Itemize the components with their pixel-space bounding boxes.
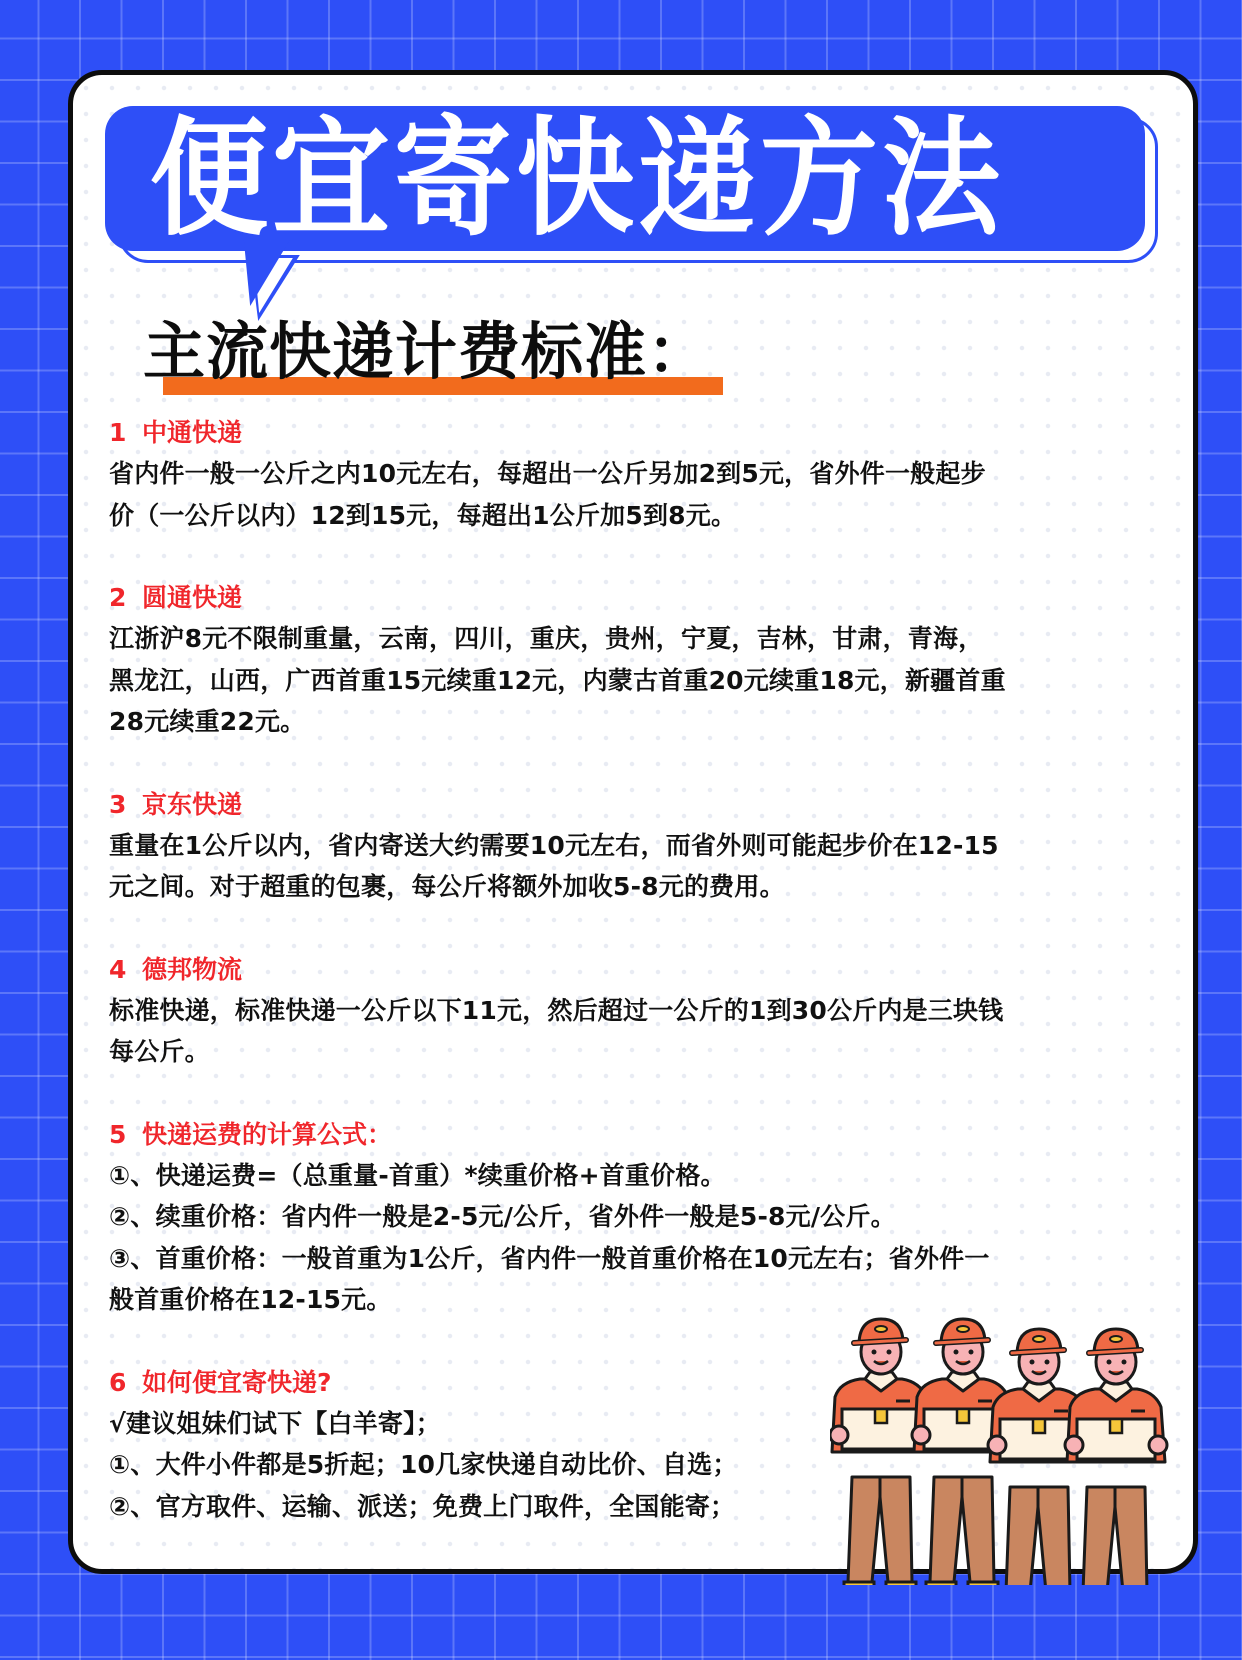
text-line: ③、首重价格：一般首重为1公斤，省内件一般首重价格在10元左右；省外件一 [109, 1243, 990, 1273]
section-number: 1 [109, 418, 127, 447]
text-line: 元之间。对于超重的包裹，每公斤将额外加收5-8元的费用。 [109, 872, 785, 901]
section-number: 6 [109, 1367, 127, 1397]
text-line: 每公斤。 [109, 1037, 210, 1066]
section-title: 中通快递 [142, 418, 243, 447]
text-line: 般首重价格在12-15元。 [109, 1285, 392, 1314]
text-line: 省内件一般一公斤之内10元左右，每超出一公斤另加2到5元，省外件一般起步 [109, 459, 986, 488]
section-title: 快递运费的计算公式： [142, 1119, 393, 1149]
section-heading [109, 950, 1149, 990]
text-line: 标准快递，标准快递一公斤以下11元，然后超过一公斤的1到30公斤内是三块钱 [109, 995, 1004, 1025]
section-title: 如何便宜寄快递? [142, 1367, 332, 1397]
text-line: 重量在1公斤以内，省内寄送大约需要10元左右，而省外则可能起步价在12-15 [109, 830, 999, 860]
text-line: ①、快递运费=（总重量-首重）*续重价格+首重价格。 [109, 1160, 726, 1190]
section-title: 圆通快递 [142, 583, 243, 612]
section-yto [109, 578, 1149, 743]
section-heading [109, 413, 1149, 453]
section-deppon [109, 950, 1149, 1073]
text-line: ①、大件小件都是5折起；10几家快递自动比价、自选； [109, 1450, 738, 1479]
text-line: 28元续重22元。 [109, 707, 306, 736]
section-formula [109, 1115, 1149, 1321]
section-heading [109, 785, 1149, 825]
section-heading [109, 578, 1149, 618]
section-subtitle: 主流快递计费标准： [143, 315, 711, 388]
section-title: 德邦物流 [142, 954, 243, 984]
section-zto [109, 413, 1149, 536]
text-line: √建议姐妹们试下【白羊寄】； [109, 1408, 441, 1438]
section-heading [109, 1115, 1149, 1155]
text-line: 江浙沪8元不限制重量，云南，四川，重庆，贵州，宁夏，吉林，甘肃，青海， [109, 624, 984, 653]
section-number: 3 [109, 789, 127, 819]
text-line: ②、官方取件、运输、派送；免费上门取件，全国能寄； [109, 1491, 736, 1521]
text-line: 黑龙江，山西，广西首重15元续重12元，内蒙古首重20元续重18元，新疆首重 [109, 665, 1006, 695]
text-line: ②、续重价格：省内件一般是2-5元/公斤，省外件一般是5-8元/公斤。 [109, 1202, 896, 1231]
section-number: 4 [109, 954, 127, 984]
text-line: 价（一公斤以内）12到15元，每超出1公斤加5到8元。 [109, 500, 737, 530]
section-jd [109, 785, 1149, 908]
delivery-workers-illustration [830, 1315, 1200, 1585]
section-number: 5 [109, 1119, 127, 1149]
section-title: 京东快递 [142, 789, 243, 819]
page-title: 便宜寄快递方法 [150, 103, 1005, 253]
section-number: 2 [109, 583, 127, 612]
